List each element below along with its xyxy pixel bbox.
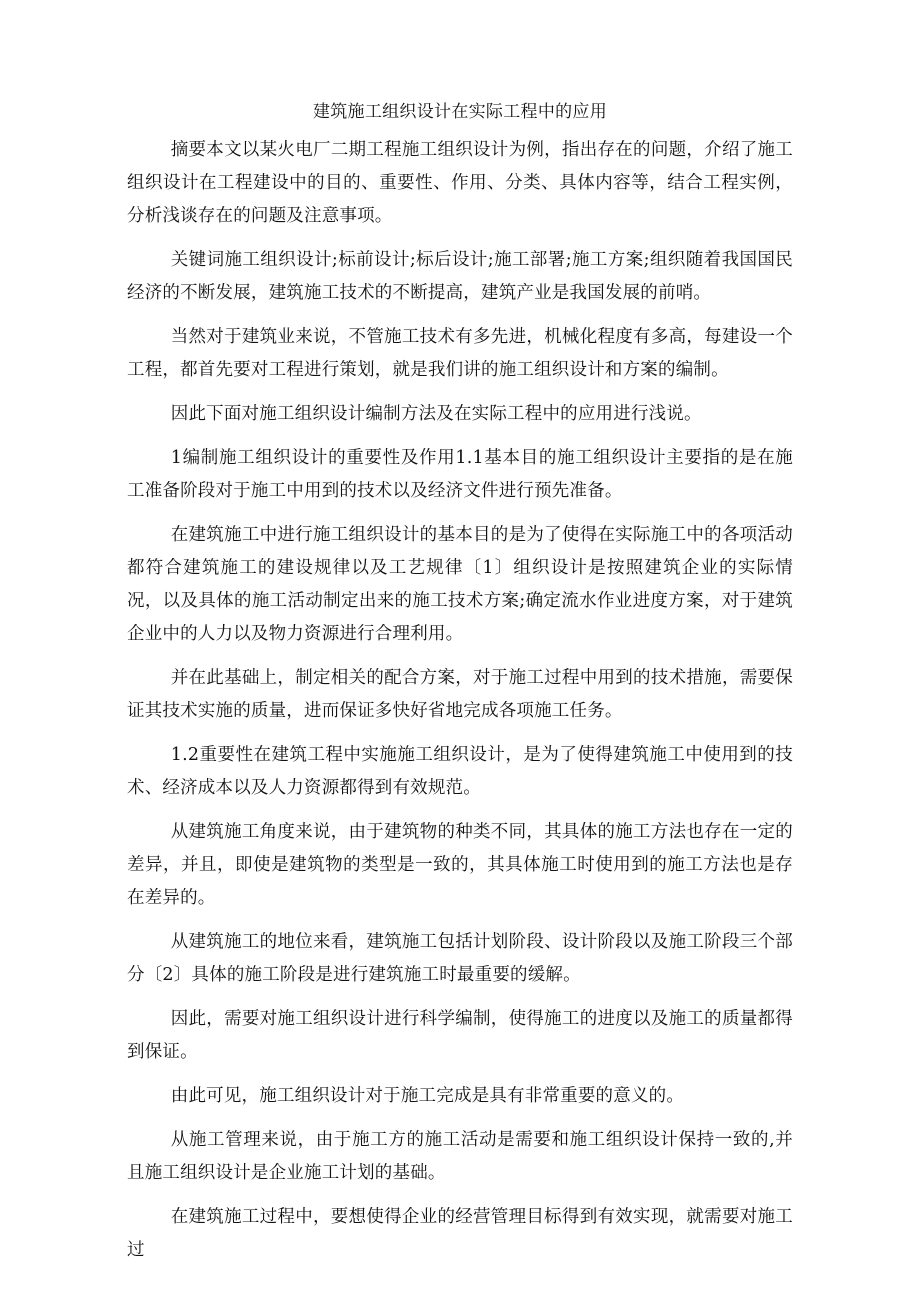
paragraph-abstract: 摘要本文以某火电厂二期工程施工组织设计为例，指出存在的问题，介绍了施工组织设计在工程建设中的目的、重要性、作用、分类、具体内容等，结合工程实例，分析浅谈存在的问题及注意事项。 bbox=[127, 140, 793, 226]
paragraph: 从建筑施工角度来说，由于建筑物的种类不同，其具体的施工方法也存在一定的差异，并且，即使是建筑物的类型是一致的，其具体施工时使用到的施工方法也是存在差异的。 bbox=[127, 822, 793, 908]
paragraph: 在建筑施工中进行施工组织设计的基本目的是为了使得在实际施工中的各项活动都符合建筑施工的建设规律以及工艺规律〔1〕组织设计是按照建筑企业的实际情况，以及具体的施工活动制定出来的施工技术方案;确定流水作业进度方案，对于建筑企业中的人力以及物力资源进行合理利用。 bbox=[127, 525, 793, 644]
document-body bbox=[127, 134, 793, 1278]
paragraph-section-1-2: 1.2重要性在建筑工程中实施施工组织设计，是为了使得建筑施工中使用到的技术、经济成本以及人力资源都得到有效规范。 bbox=[127, 745, 793, 798]
paragraph: 并在此基础上，制定相关的配合方案，对于施工过程中用到的技术措施，需要保证其技术实施的质量，进而保证多快好省地完成各项施工任务。 bbox=[127, 668, 793, 721]
paragraph: 由此可见，施工组织设计对于施工完成是具有非常重要的意义的。 bbox=[170, 1086, 685, 1106]
paragraph: 因此，需要对施工组织设计进行科学编制，使得施工的进度以及施工的质量都得到保证。 bbox=[127, 1009, 793, 1062]
paragraph: 因此下面对施工组织设计编制方法及在实际工程中的应用进行浅说。 bbox=[170, 404, 702, 424]
paragraph-keywords: 关键词施工组织设计;标前设计;标后设计;施工部署;施工方案;组织随着我国国民经济的不断发展，建筑施工技术的不断提高，建筑产业是我国发展的前哨。 bbox=[127, 250, 793, 303]
paragraph: 从施工管理来说，由于施工方的施工活动是需要和施工组织设计保持一致的,并且施工组织设计是企业施工计划的基础。 bbox=[127, 1130, 793, 1183]
paragraph-section-1: 1编制施工组织设计的重要性及作用1.1基本目的施工组织设计主要指的是在施工准备阶段对于施工中用到的技术以及经济文件进行预先准备。 bbox=[127, 448, 793, 501]
paragraph: 当然对于建筑业来说，不管施工技术有多先进，机械化程度有多高，每建设一个工程，都首先要对工程进行策划，就是我们讲的施工组织设计和方案的编制。 bbox=[127, 327, 793, 380]
document-title: 建筑施工组织设计在实际工程中的应用 bbox=[312, 102, 608, 122]
paragraph: 在建筑施工过程中，要想使得企业的经营管理目标得到有效实现，就需要对施工过 bbox=[127, 1207, 793, 1260]
paragraph: 从建筑施工的地位来看，建筑施工包括计划阶段、设计阶段以及施工阶段三个部分〔2〕具体的施工阶段是进行建筑施工时最重要的缓解。 bbox=[127, 932, 793, 985]
